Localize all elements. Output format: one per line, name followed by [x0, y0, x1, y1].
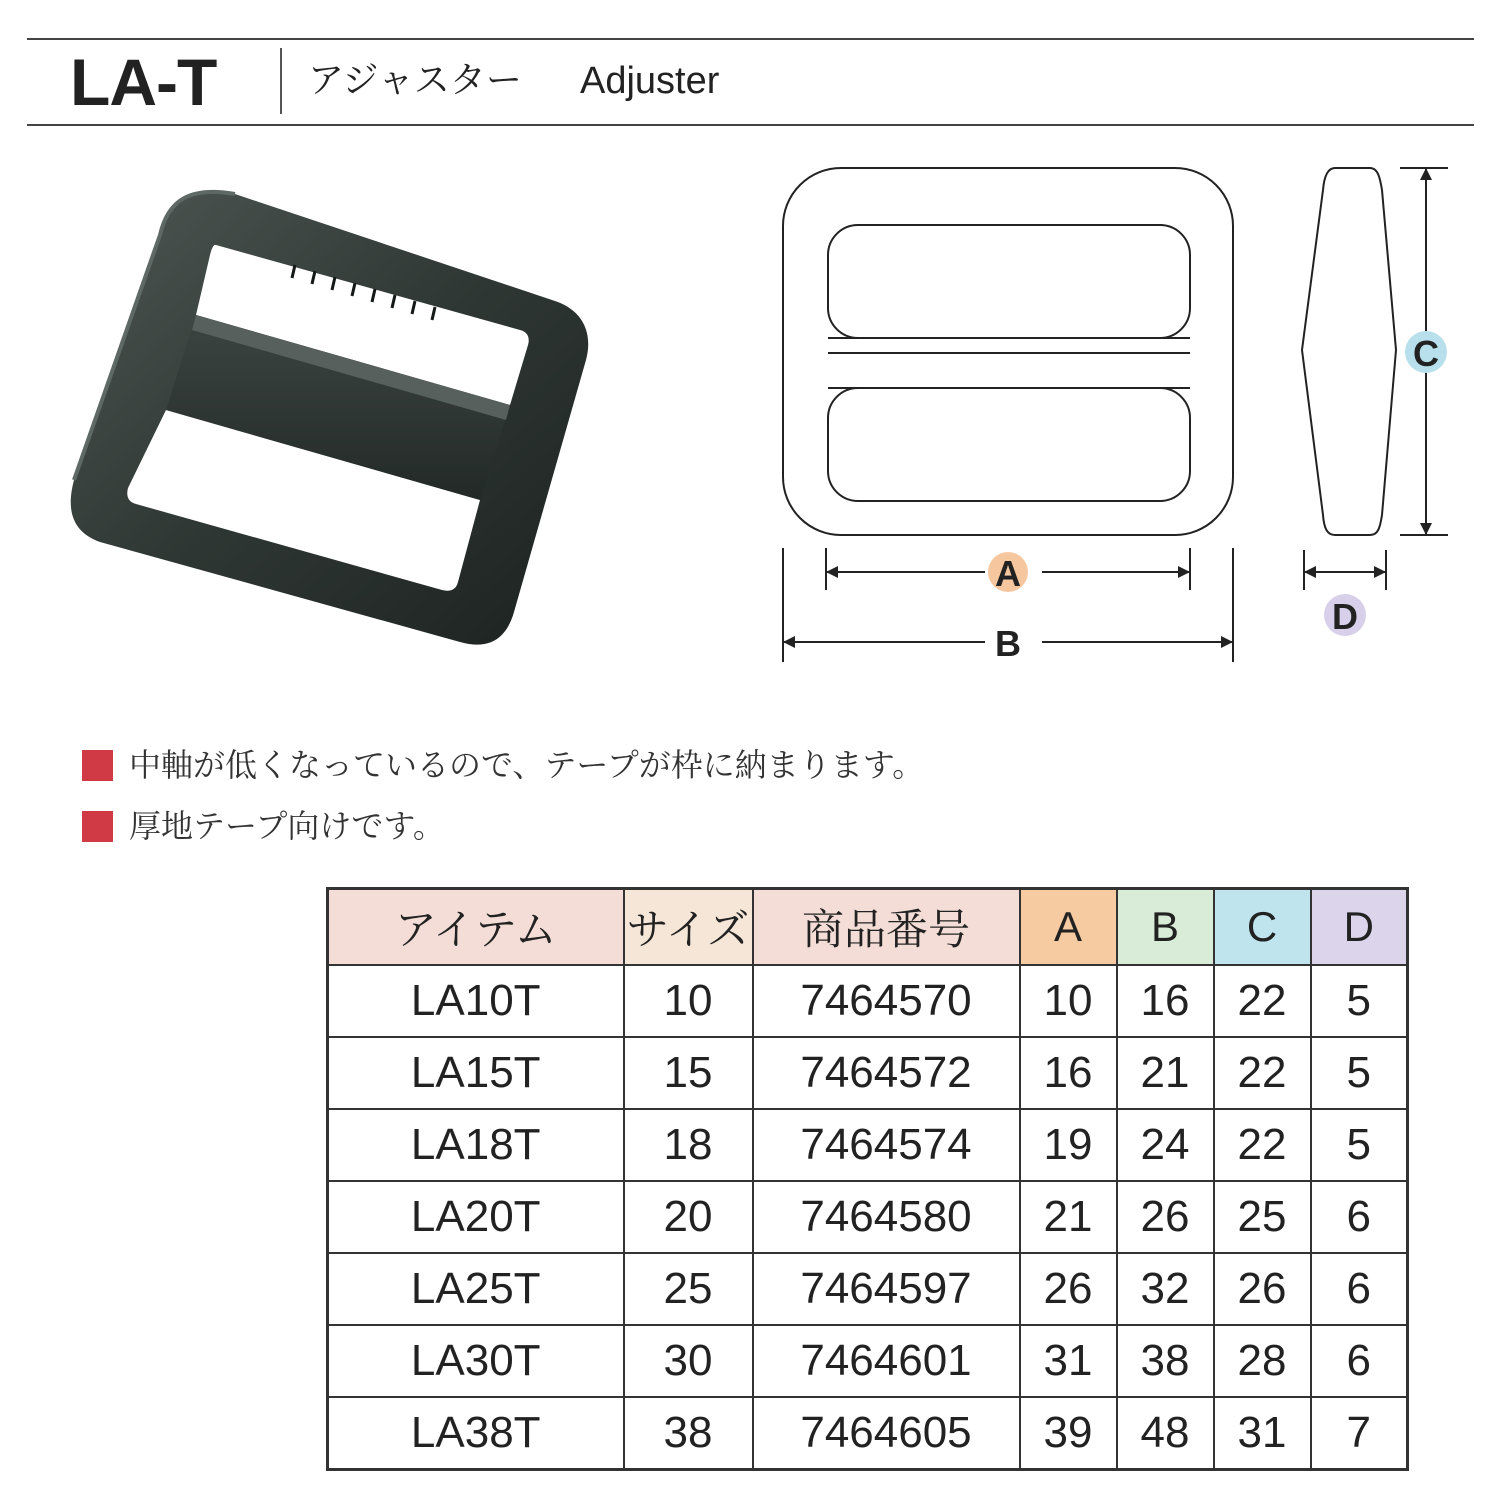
cell-b: 16: [1117, 965, 1214, 1037]
cell-c: 28: [1214, 1325, 1311, 1397]
product-photo: [60, 180, 600, 650]
svg-text:C: C: [1413, 333, 1439, 374]
cell-item: LA38T: [328, 1397, 624, 1470]
cell-c: 22: [1214, 965, 1311, 1037]
cell-b: 32: [1117, 1253, 1214, 1325]
feature-list: [82, 740, 924, 862]
table-row: [328, 1037, 1408, 1109]
cell-item: LA20T: [328, 1181, 624, 1253]
header-bottom-rule: [27, 124, 1474, 126]
dimension-label-b: [988, 622, 1028, 664]
spec-table-header-row: [328, 889, 1408, 966]
cell-item: LA25T: [328, 1253, 624, 1325]
cell-item: LA18T: [328, 1109, 624, 1181]
cell-d: 6: [1311, 1181, 1408, 1253]
svg-text:A: A: [995, 553, 1021, 594]
cell-d: 6: [1311, 1253, 1408, 1325]
cell-a: 19: [1020, 1109, 1117, 1181]
cell-d: 5: [1311, 965, 1408, 1037]
header-item: アイテム: [328, 889, 624, 966]
table-row: [328, 1253, 1408, 1325]
table-row: [328, 1109, 1408, 1181]
front-view-upper-slot: [828, 225, 1190, 338]
cell-size: 25: [624, 1253, 753, 1325]
header-product-code: 商品番号: [753, 889, 1020, 966]
svg-text:B: B: [995, 623, 1021, 664]
header-c: C: [1214, 889, 1311, 966]
cell-d: 5: [1311, 1109, 1408, 1181]
cell-d: 6: [1311, 1325, 1408, 1397]
cell-a: 21: [1020, 1181, 1117, 1253]
cell-c: 25: [1214, 1181, 1311, 1253]
cell-product-code: 7464570: [753, 965, 1020, 1037]
cell-a: 10: [1020, 965, 1117, 1037]
table-row: [328, 1397, 1408, 1470]
buckle-center-bar: [166, 315, 510, 500]
title-english: Adjuster: [580, 60, 720, 102]
front-view-lower-slot: [828, 388, 1190, 501]
bullet-square-icon: [82, 750, 113, 781]
cell-product-code: 7464580: [753, 1181, 1020, 1253]
cell-c: 31: [1214, 1397, 1311, 1470]
cell-size: 20: [624, 1181, 753, 1253]
cell-product-code: 7464605: [753, 1397, 1020, 1470]
header-a: A: [1020, 889, 1117, 966]
cell-d: 7: [1311, 1397, 1408, 1470]
feature-item: [82, 801, 924, 851]
cell-product-code: 7464597: [753, 1253, 1020, 1325]
cell-b: 26: [1117, 1181, 1214, 1253]
title-japanese: アジャスター: [308, 60, 522, 101]
cell-product-code: 7464574: [753, 1109, 1020, 1181]
cell-item: LA30T: [328, 1325, 624, 1397]
header-d: D: [1311, 889, 1408, 966]
cell-b: 21: [1117, 1037, 1214, 1109]
front-view-outer: [783, 168, 1233, 535]
dimension-label-c: [1405, 331, 1447, 374]
technical-diagram: [760, 150, 1480, 680]
dimension-label-d: [1324, 594, 1366, 637]
cell-b: 38: [1117, 1325, 1214, 1397]
cell-b: 24: [1117, 1109, 1214, 1181]
side-view: [1302, 168, 1396, 535]
cell-c: 22: [1214, 1109, 1311, 1181]
bullet-square-icon: [82, 811, 113, 842]
cell-a: 31: [1020, 1325, 1117, 1397]
svg-text:D: D: [1332, 596, 1358, 637]
cell-a: 16: [1020, 1037, 1117, 1109]
table-row: [328, 1181, 1408, 1253]
feature-item: [82, 740, 924, 790]
cell-size: 30: [624, 1325, 753, 1397]
spec-table: [326, 887, 1409, 1471]
cell-size: 38: [624, 1397, 753, 1470]
header-top-rule: [27, 38, 1474, 40]
table-row: [328, 1325, 1408, 1397]
cell-product-code: 7464601: [753, 1325, 1020, 1397]
header-size: サイズ: [624, 889, 753, 966]
cell-size: 15: [624, 1037, 753, 1109]
cell-a: 26: [1020, 1253, 1117, 1325]
cell-size: 18: [624, 1109, 753, 1181]
title-divider: [280, 48, 282, 114]
cell-c: 22: [1214, 1037, 1311, 1109]
dimension-label-a: [988, 552, 1028, 594]
feature-text: 厚地テープ向けです。: [129, 807, 445, 845]
cell-item: LA10T: [328, 965, 624, 1037]
cell-size: 10: [624, 965, 753, 1037]
feature-text: 中軸が低くなっているので、テープが枠に納まります。: [129, 746, 925, 784]
model-code: LA-T: [70, 45, 217, 119]
cell-item: LA15T: [328, 1037, 624, 1109]
cell-b: 48: [1117, 1397, 1214, 1470]
cell-a: 39: [1020, 1397, 1117, 1470]
cell-d: 5: [1311, 1037, 1408, 1109]
header-b: B: [1117, 889, 1214, 966]
table-row: [328, 965, 1408, 1037]
cell-product-code: 7464572: [753, 1037, 1020, 1109]
cell-c: 26: [1214, 1253, 1311, 1325]
